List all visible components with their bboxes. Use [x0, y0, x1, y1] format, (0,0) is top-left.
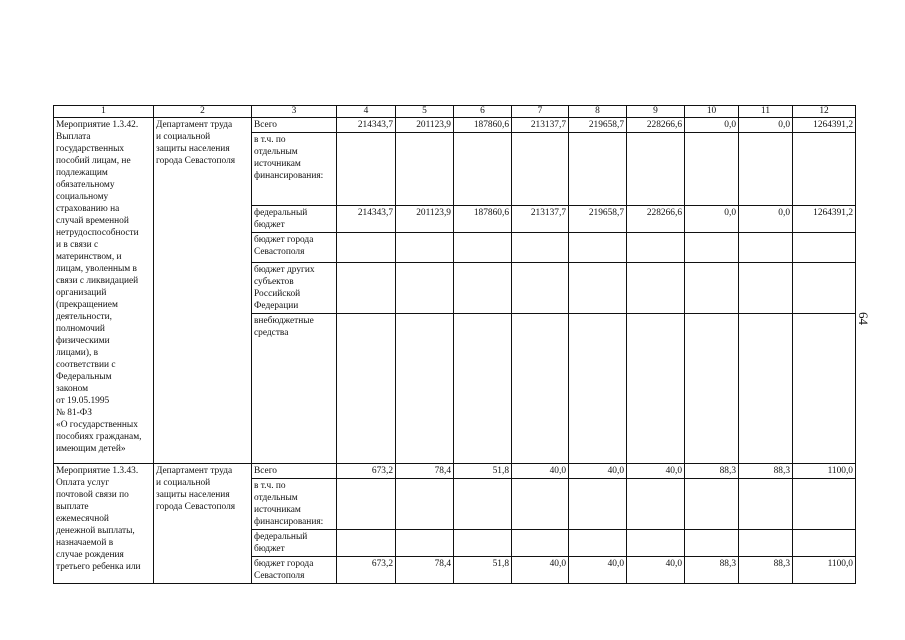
amount-cell: 187860,6 — [454, 118, 512, 133]
amount-cell: 219658,7 — [569, 118, 627, 133]
amount-cell: 78,4 — [396, 464, 454, 479]
amount-cell — [793, 314, 856, 464]
amount-cell — [739, 133, 793, 206]
amount-cell: 219658,7 — [569, 206, 627, 233]
page-number: 64 — [856, 312, 871, 325]
amount-cell: 88,3 — [685, 464, 739, 479]
amount-cell — [569, 263, 627, 314]
amount-cell — [627, 233, 685, 263]
amount-cell — [685, 133, 739, 206]
amount-cell — [569, 133, 627, 206]
amount-cell: 0,0 — [739, 206, 793, 233]
amount-cell: 1100,0 — [793, 557, 856, 584]
amount-cell: 213137,7 — [512, 206, 569, 233]
amount-cell: 673,2 — [337, 464, 396, 479]
funding-source: Всего — [252, 464, 337, 479]
funding-source: бюджет города Севастополя — [252, 557, 337, 584]
amount-cell: 187860,6 — [454, 206, 512, 233]
amount-cell — [396, 530, 454, 557]
amount-cell — [685, 233, 739, 263]
amount-cell — [396, 479, 454, 530]
amount-cell — [512, 133, 569, 206]
amount-cell — [739, 479, 793, 530]
amount-cell: 40,0 — [512, 464, 569, 479]
amount-cell — [627, 479, 685, 530]
amount-cell: 51,8 — [454, 557, 512, 584]
amount-cell — [569, 479, 627, 530]
amount-cell: 40,0 — [569, 464, 627, 479]
header-cell: 3 — [252, 106, 337, 118]
header-cell: 6 — [454, 106, 512, 118]
amount-cell — [685, 263, 739, 314]
funding-source: бюджет города Севастополя — [252, 233, 337, 263]
header-row — [54, 106, 856, 118]
amount-cell — [739, 530, 793, 557]
amount-cell — [512, 314, 569, 464]
measure-executor: Департамент труда и социальной защиты населения города Севастополя — [154, 118, 252, 464]
amount-cell — [512, 233, 569, 263]
amount-cell: 88,3 — [685, 557, 739, 584]
amount-cell — [454, 263, 512, 314]
amount-cell: 40,0 — [627, 557, 685, 584]
amount-cell: 88,3 — [739, 464, 793, 479]
header-cell: 5 — [396, 106, 454, 118]
budget-table — [53, 105, 856, 584]
amount-cell — [512, 479, 569, 530]
amount-cell — [454, 479, 512, 530]
amount-cell — [685, 314, 739, 464]
amount-cell: 40,0 — [569, 557, 627, 584]
amount-cell — [627, 263, 685, 314]
amount-cell — [627, 133, 685, 206]
amount-cell — [739, 263, 793, 314]
header-cell: 8 — [569, 106, 627, 118]
amount-cell: 228266,6 — [627, 118, 685, 133]
amount-cell: 78,4 — [396, 557, 454, 584]
amount-cell — [337, 314, 396, 464]
funding-source: в т.ч. по отдельным источникам финансирования: — [252, 133, 337, 206]
amount-cell: 214343,7 — [337, 118, 396, 133]
header-cell: 12 — [793, 106, 856, 118]
header-cell: 9 — [627, 106, 685, 118]
funding-source: внебюджетные средства — [252, 314, 337, 464]
amount-cell: 40,0 — [627, 464, 685, 479]
amount-cell: 201123,9 — [396, 206, 454, 233]
amount-cell — [569, 233, 627, 263]
amount-cell — [739, 314, 793, 464]
table-row — [54, 118, 856, 133]
funding-source: в т.ч. по отдельным источникам финансирования: — [252, 479, 337, 530]
amount-cell — [337, 133, 396, 206]
amount-cell: 201123,9 — [396, 118, 454, 133]
amount-cell — [454, 314, 512, 464]
amount-cell — [569, 530, 627, 557]
amount-cell: 40,0 — [512, 557, 569, 584]
amount-cell: 213137,7 — [512, 118, 569, 133]
funding-source: Всего — [252, 118, 337, 133]
amount-cell — [793, 133, 856, 206]
amount-cell — [454, 133, 512, 206]
amount-cell: 0,0 — [739, 118, 793, 133]
amount-cell — [569, 314, 627, 464]
amount-cell: 1264391,2 — [793, 118, 856, 133]
header-cell: 10 — [685, 106, 739, 118]
header-cell: 2 — [154, 106, 252, 118]
funding-source: бюджет других субъектов Российской Федерации — [252, 263, 337, 314]
amount-cell — [396, 263, 454, 314]
amount-cell: 0,0 — [685, 206, 739, 233]
measure-name: Мероприятие 1.3.43. Оплата услуг почтовой связи по выплате ежемесячной денежной выплаты, назначаемой в случае рождения третьего ребенка или — [54, 464, 154, 584]
amount-cell — [396, 314, 454, 464]
amount-cell: 0,0 — [685, 118, 739, 133]
header-cell: 4 — [337, 106, 396, 118]
table-body — [54, 106, 856, 584]
amount-cell — [454, 530, 512, 557]
funding-source: федеральный бюджет — [252, 206, 337, 233]
amount-cell — [685, 530, 739, 557]
amount-cell — [627, 314, 685, 464]
amount-cell — [627, 530, 685, 557]
amount-cell: 88,3 — [739, 557, 793, 584]
amount-cell — [396, 233, 454, 263]
amount-cell — [512, 530, 569, 557]
amount-cell: 1264391,2 — [793, 206, 856, 233]
funding-source: федеральный бюджет — [252, 530, 337, 557]
amount-cell: 228266,6 — [627, 206, 685, 233]
amount-cell: 214343,7 — [337, 206, 396, 233]
amount-cell — [739, 233, 793, 263]
amount-cell — [454, 233, 512, 263]
amount-cell — [793, 263, 856, 314]
header-cell: 11 — [739, 106, 793, 118]
header-cell: 1 — [54, 106, 154, 118]
amount-cell: 1100,0 — [793, 464, 856, 479]
header-cell: 7 — [512, 106, 569, 118]
amount-cell — [337, 263, 396, 314]
amount-cell — [396, 133, 454, 206]
amount-cell — [337, 530, 396, 557]
amount-cell — [793, 530, 856, 557]
amount-cell — [337, 233, 396, 263]
measure-executor: Департамент труда и социальной защиты населения города Севастополя — [154, 464, 252, 584]
amount-cell — [512, 263, 569, 314]
amount-cell — [793, 479, 856, 530]
amount-cell — [685, 479, 739, 530]
amount-cell: 673,2 — [337, 557, 396, 584]
table-row — [54, 464, 856, 479]
amount-cell: 51,8 — [454, 464, 512, 479]
measure-name: Мероприятие 1.3.42. Выплата государственных пособий лицам, не подлежащим обязательному социальному страхованию на случай временной нетрудоспособности и в связи с материнством, и лицам, уволенным в связи с ликвидацией организаций (прекращением деятельности, полномочий физическими лицами), в соответствии с Федеральным законом от 19.05.1995 № 81-ФЗ «О государственных пособиях гражданам, имеющим детей» — [54, 118, 154, 464]
amount-cell — [337, 479, 396, 530]
amount-cell — [793, 233, 856, 263]
